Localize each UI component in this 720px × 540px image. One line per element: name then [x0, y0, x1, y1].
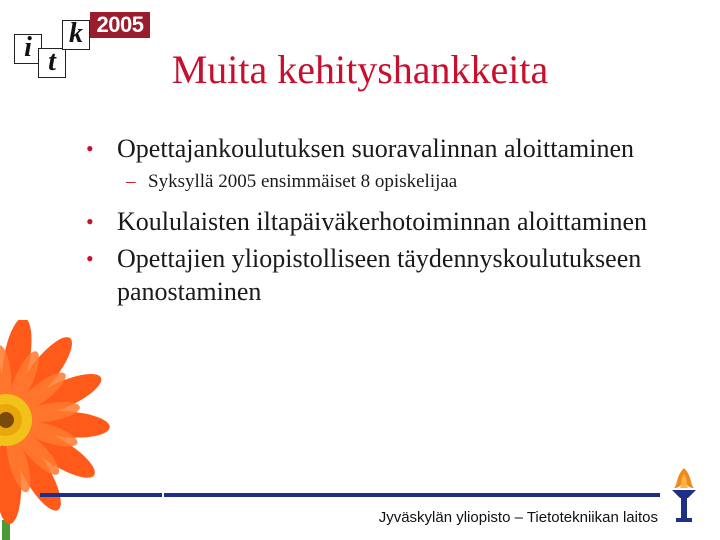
slide-title: Muita kehityshankkeita [171, 47, 549, 92]
logo-tile-k: k [62, 20, 90, 50]
bullet-item [84, 242, 694, 308]
footer-rule-right [164, 493, 660, 497]
bullet-text: Opettajien yliopistolliseen täydennyskoulutukseen panostaminen [117, 244, 642, 306]
logo-year: 2005 [90, 12, 150, 38]
bullet-dot-icon: • [86, 246, 94, 271]
sub-bullet-text: Syksyllä 2005 ensimmäiset 8 opiskelijaa [148, 171, 458, 192]
bullet-dot-icon: • [86, 136, 94, 161]
footer-text: Jyväskylän yliopisto – Tietotekniikan laitos [378, 509, 658, 526]
bullet-dot-icon: • [86, 209, 94, 234]
torch-emblem-icon [666, 466, 702, 526]
sub-bullet-dash-icon: – [126, 171, 136, 192]
bullet-text: Koululaisten iltapäiväkerhotoiminnan aloittaminen [117, 207, 647, 236]
gerbera-flower-icon [0, 320, 120, 540]
bullet-item [84, 132, 694, 165]
sub-bullet-item [84, 169, 694, 195]
logo-tile-t: t [38, 48, 66, 78]
bullet-item [84, 205, 694, 238]
bullet-text: Opettajankoulutuksen suoravalinnan aloittaminen [117, 134, 634, 163]
logo-tile-i: i [14, 34, 42, 64]
bullet-list [84, 132, 694, 312]
footer-rule-left [40, 493, 162, 497]
